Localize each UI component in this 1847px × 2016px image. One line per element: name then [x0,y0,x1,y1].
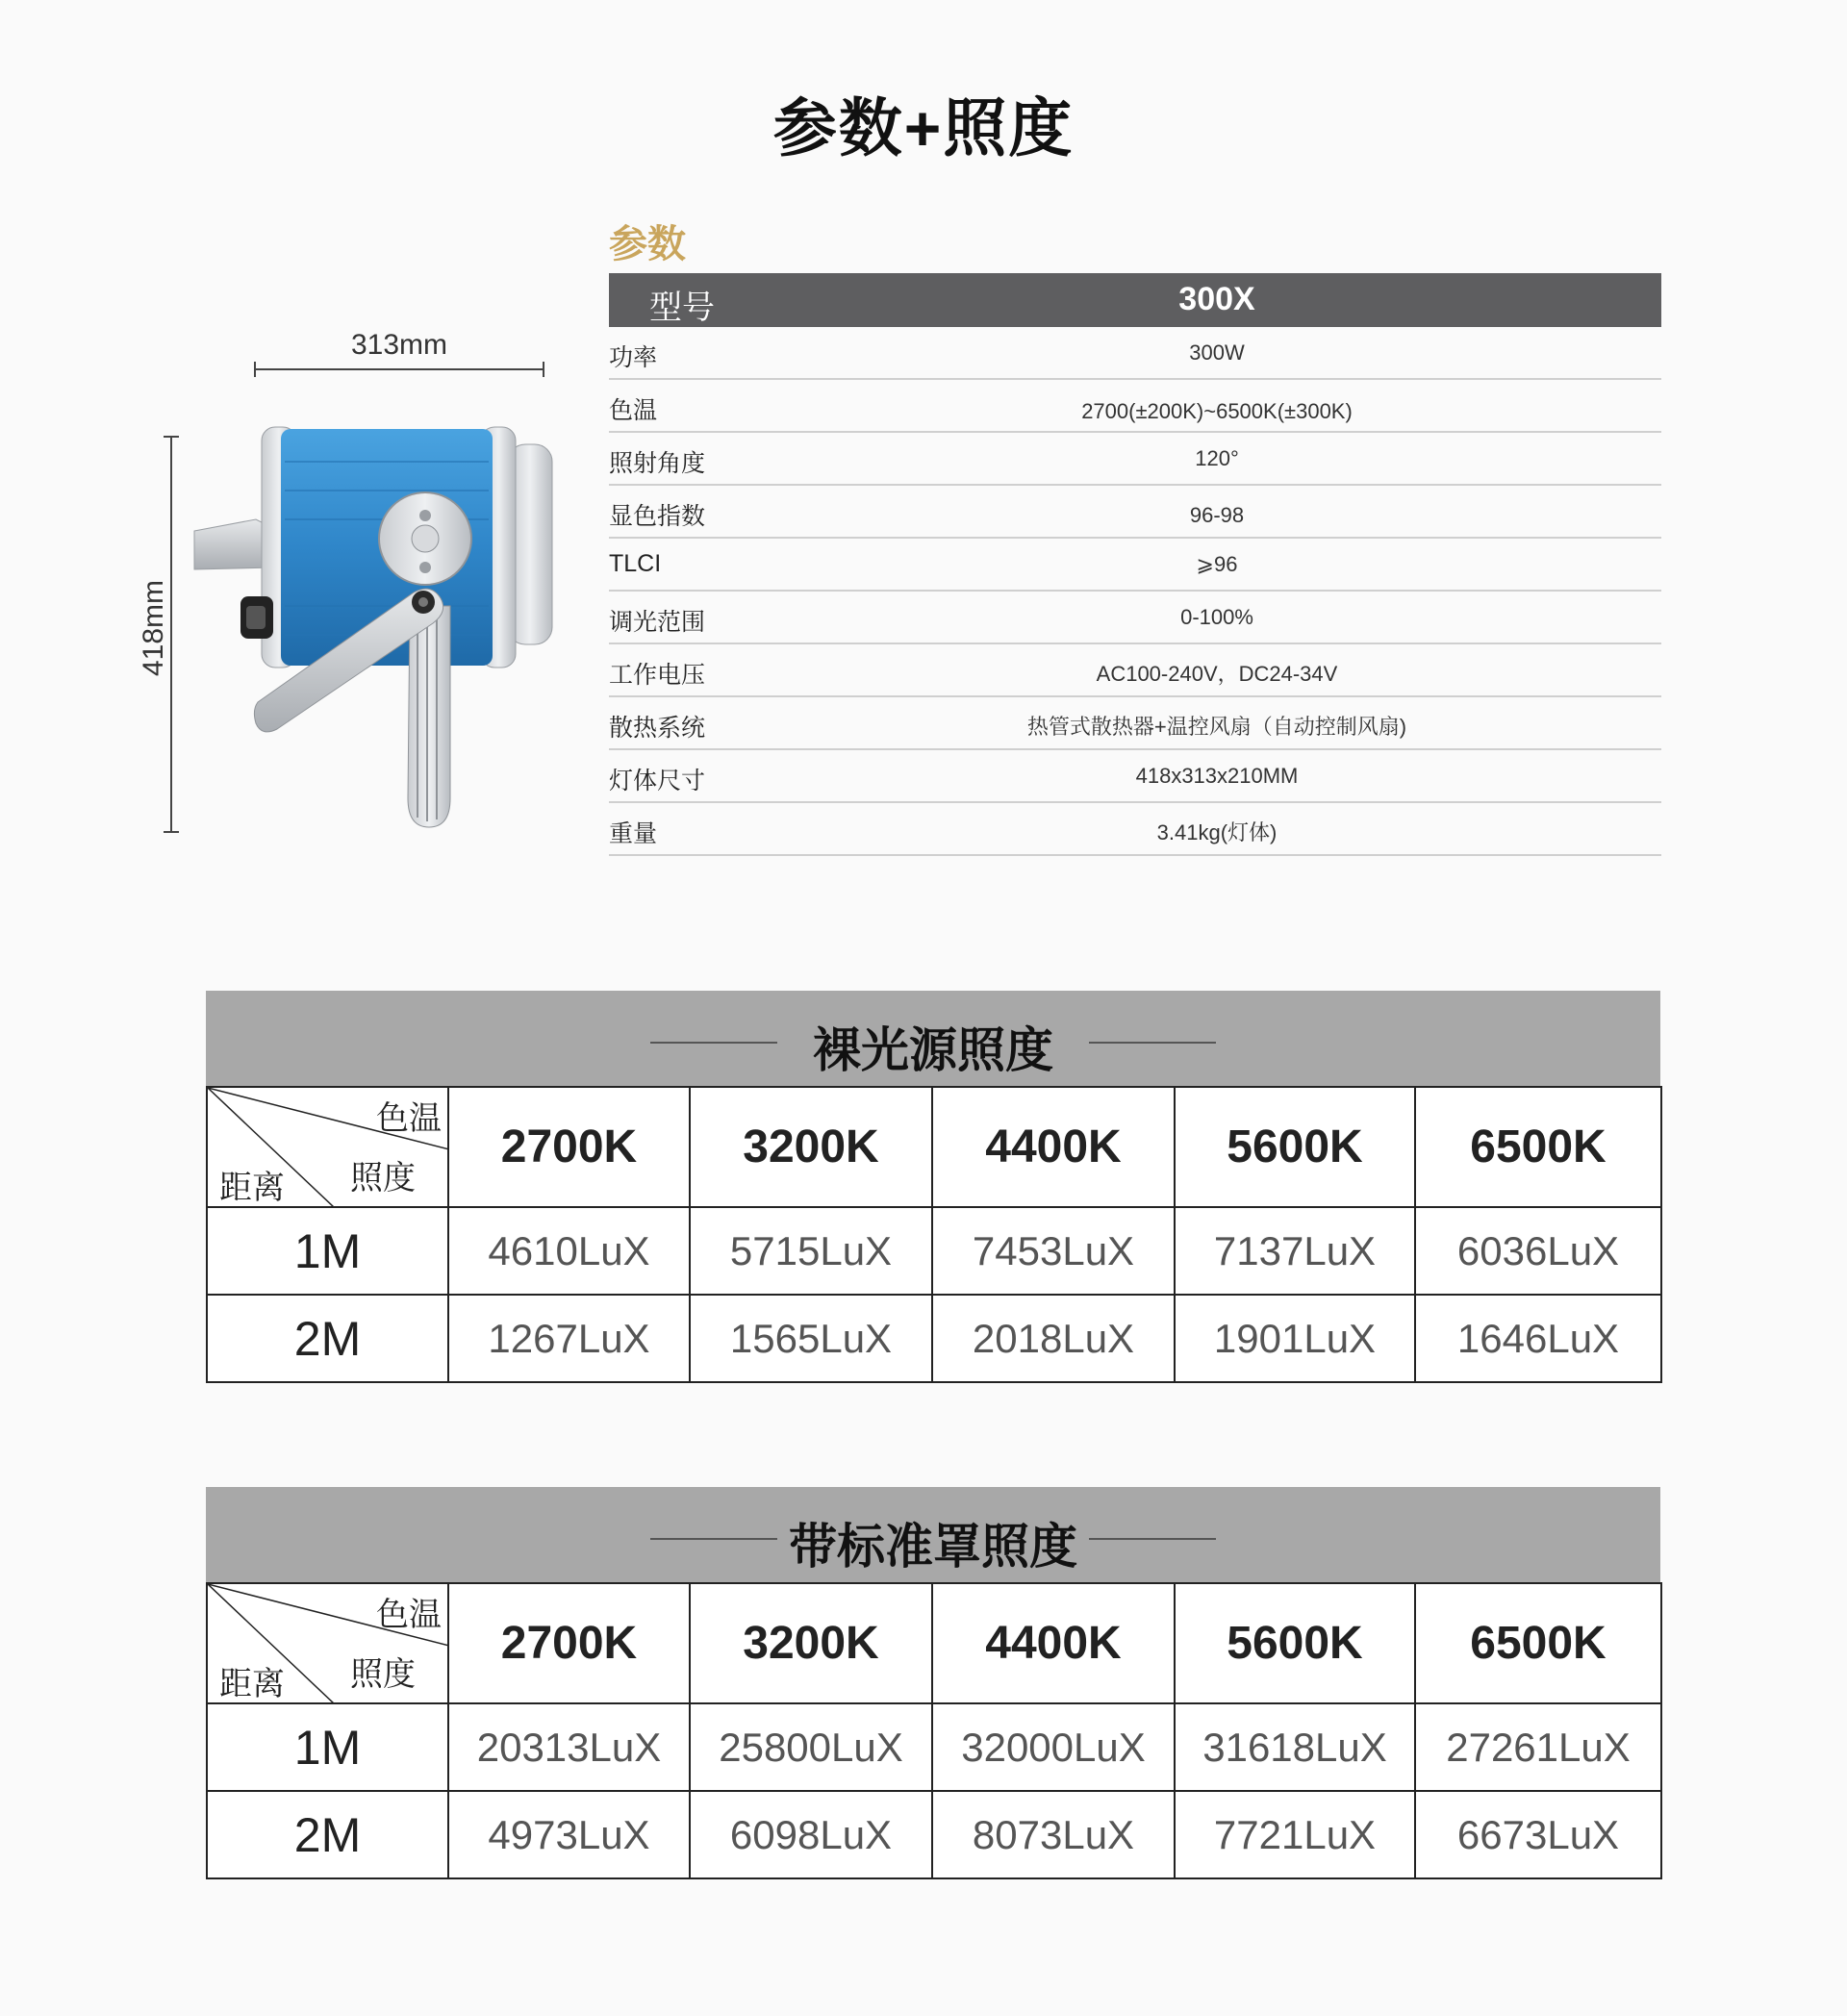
lux-cell: 7453LuX [932,1207,1175,1295]
spec-label: 重量 [609,820,658,847]
spec-heading: 参数 [609,223,686,265]
spec-header-model-value: 300X [1178,281,1255,317]
table-corner-cell [207,1087,448,1207]
spec-value: AC100-240V，DC24-34V [1096,662,1338,686]
corner-lux-label: 照度 [350,1656,416,1693]
reflector-illuminance-title-bar [206,1487,1660,1582]
spec-label: 灯体尺寸 [609,768,706,794]
lux-cell: 5715LuX [690,1207,932,1295]
lux-cell: 6036LuX [1415,1207,1661,1295]
lux-cell: 1901LuX [1175,1295,1415,1382]
spec-value: 96-98 [1189,503,1245,527]
spec-row [609,750,1661,803]
distance-cell: 2M [207,1295,448,1382]
lux-cell: 20313LuX [448,1703,690,1791]
table-row [207,1703,1661,1791]
spec-value: 0-100% [1180,605,1253,629]
spec-label: 色温 [609,397,658,424]
lux-cell: 2018LuX [932,1295,1175,1382]
distance-cell: 1M [207,1207,448,1295]
lux-cell: 4973LuX [448,1791,690,1878]
table-header-row [207,1583,1661,1703]
spec-row [609,803,1661,856]
lux-cell: 1267LuX [448,1295,690,1382]
table-row [207,1207,1661,1295]
temp-header: 6500K [1415,1583,1661,1703]
spec-label: 照射角度 [609,450,706,477]
spec-label: 散热系统 [609,715,706,742]
spec-row [609,539,1661,592]
width-dimension-label: 313mm [350,329,448,361]
reflector-illuminance-block [206,1487,1660,1879]
spec-value: 2700(±200K)~6500K(±300K) [1081,399,1353,423]
corner-lux-label: 照度 [350,1160,416,1197]
spec-rows [609,327,1661,856]
spec-value: 3.41kg(灯体) [1156,820,1278,844]
spec-label: 功率 [609,344,658,371]
spec-value: 418x313x210MM [1135,764,1299,788]
lux-cell: 4610LuX [448,1207,690,1295]
spec-header-model-label: 型号 [649,290,715,326]
temp-header: 4400K [932,1087,1175,1207]
lux-cell: 1646LuX [1415,1295,1661,1382]
spec-value: ⩾96 [1196,552,1238,576]
spec-label: 显色指数 [609,503,706,530]
temp-header: 2700K [448,1583,690,1703]
table-row [207,1791,1661,1878]
temp-header: 2700K [448,1087,690,1207]
reflector-illuminance-title: 带标准罩照度 [789,1520,1077,1574]
page-title: 参数+照度 [772,92,1075,164]
lux-cell: 1565LuX [690,1295,932,1382]
lux-cell: 32000LuX [932,1703,1175,1791]
bare-illuminance-title-bar [206,991,1660,1086]
spec-label: TLCI [609,550,662,577]
bare-illuminance-table [206,1086,1662,1383]
spec-value: 120° [1195,446,1239,470]
corner-dist-label: 距离 [219,1666,285,1702]
spec-row [609,433,1661,486]
lux-cell: 25800LuX [690,1703,932,1791]
reflector-illuminance-table [206,1582,1662,1879]
spec-value: 300W [1189,340,1245,365]
temp-header: 6500K [1415,1087,1661,1207]
lux-cell: 27261LuX [1415,1703,1661,1791]
spec-row [609,486,1661,539]
spec-row [609,644,1661,697]
spec-header [609,273,1661,327]
temp-header: 3200K [690,1087,932,1207]
table-corner-cell [207,1583,448,1703]
temp-header: 3200K [690,1583,932,1703]
lux-cell: 7721LuX [1175,1791,1415,1878]
spec-row [609,697,1661,750]
lamp-product-image [189,423,573,837]
lux-cell: 31618LuX [1175,1703,1415,1791]
spec-value: 热管式散热器+温控风扇（自动控制风扇) [1026,715,1407,739]
spec-label: 工作电压 [609,662,706,689]
bare-illuminance-block [206,991,1660,1383]
corner-temp-label: 色温 [376,1597,442,1633]
temp-header: 5600K [1175,1583,1415,1703]
lux-cell: 6673LuX [1415,1791,1661,1878]
temp-header: 5600K [1175,1087,1415,1207]
width-dimension-line [254,358,544,369]
temp-header: 4400K [932,1583,1175,1703]
corner-temp-label: 色温 [376,1100,442,1137]
table-row [207,1295,1661,1382]
table-header-row [207,1087,1661,1207]
spec-label: 调光范围 [609,609,706,636]
bare-illuminance-title: 裸光源照度 [813,1023,1053,1077]
spec-row [609,592,1661,644]
height-dimension-label: 418mm [138,579,169,677]
spec-row [609,380,1661,433]
lux-cell: 7137LuX [1175,1207,1415,1295]
distance-cell: 1M [207,1703,448,1791]
lux-cell: 6098LuX [690,1791,932,1878]
spec-row [609,327,1661,380]
distance-cell: 2M [207,1791,448,1878]
corner-dist-label: 距离 [219,1170,285,1206]
lux-cell: 8073LuX [932,1791,1175,1878]
